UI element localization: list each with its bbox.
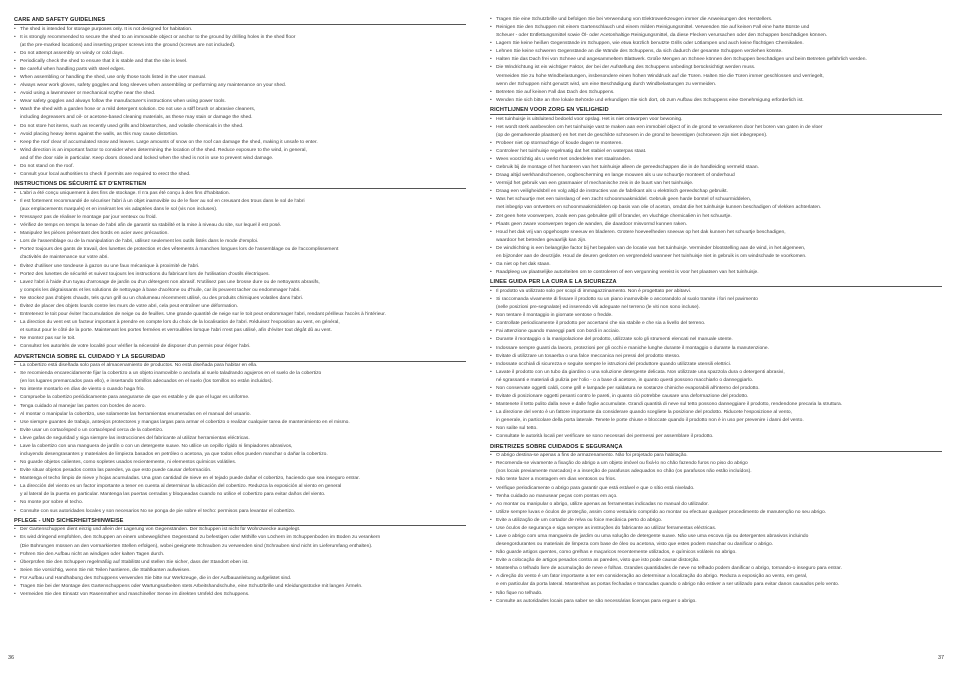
guideline-item: • Be careful when handling parts with steel edges.	[14, 66, 466, 74]
guideline-item: • Es wird dringend empfohlen, den Schuppen an einem unbeweglichen Gegenstand zu befestigen oder Mithilfe von Löchern im Schuppenboden im Boden zu verankern	[14, 534, 466, 542]
guideline-item: • Probeer niet op stormachtige of koude dagen te monteren.	[490, 140, 942, 148]
guideline-item: • Portez toujours des gants de travail, des lunettes de protection et des vêtements à manches longues lors de l'assemblage ou de l'accomplissement	[14, 246, 466, 254]
guideline-item: • Tragen Sie bei der Montage des Gartenschuppens oder Wartungsarbeiten stets Arbeitshandschuhe, eine Schutzbrille und Kleidungsstücke mit langen Ärmeln.	[14, 583, 466, 591]
guideline-item: • Ne stockez pas d'objets chauds, tels qu'un grill ou un chalumeau récemment utilisé, ou des produits chimiques volatiles dans l'abri.	[14, 295, 466, 303]
guideline-item: • Portez des lunettes de sécurité et suivez toujours les instructions du fabricant lors de l'utilisation d'outils électriques.	[14, 271, 466, 279]
guideline-item: • Het wordt sterk aanbevolen om het tuinhuisje vast te maken aan een immobiel object of in de grond te verankeren door het boren van gaten in de vloer	[490, 124, 942, 132]
guideline-item: • Recomenda-se vivamente a fixação do abrigo a um objeto imóvel ou fixá-lo no chão fazendo furos no piso do abrigo	[490, 460, 942, 468]
guideline-item: (aux emplacements marqués) et en insérant les vis adaptées dans le sol (vis non incluses).	[20, 206, 218, 212]
guideline-item: including degreasers and oil- or acetone-based cleaning materials, as these may stain or damage the shed.	[20, 115, 253, 121]
guideline-item: • When assembling or handling the shed, use only those tools listed in the user manual.	[14, 74, 466, 82]
guideline-item: desengordurantes ou materiais de limpeza com base de óleo ou acetona, visto que estes podem manchar ou danificar o abrigo.	[496, 542, 774, 548]
guideline-item: (Die Bohrungen müssen an den vormarkierten Stellen erfolgen), wobei geeignete Schrauben zu verwenden sind (Schrauben sind nicht im Lieferumfang enthalten).	[20, 543, 373, 549]
guideline-item: • Vérifiez de temps en temps la tenue de l'abri afin de garantir sa stabilité et la mise à niveau du site, sur lequel il est posé.	[14, 222, 466, 230]
guideline-item: • Não tente fazer a montagem em dias ventosos ou frios.	[490, 476, 942, 484]
guideline-item: Scheuer - oder Entfettungsmittel sowie Öl- oder Acetonhaltige Reinigungsmittel, da diese Flecken verursachen oder den Schuppen beschädigen können.	[496, 33, 828, 39]
guideline-item: • Draag altijd werkhandschoenen, oogbescherming en lange mouwen als u uw schuurtje monteert of onderhoud	[490, 172, 942, 180]
guideline-item: • N'essayez pas de réaliser le montage par jour venteux ou froid.	[14, 214, 466, 222]
guideline-item: • Évitez d'utiliser une tondeuse à gazon ou une faux mécanique à proximité de l'abri.	[14, 263, 466, 271]
guideline-item: • Wenden Sie sich bitte an Ihre lokale Behörde und erkundigen Sie sich dort, ob zum Aufbau des Schuppens eine Genehmigung erforderlich ist.	[490, 97, 942, 105]
right-column	[490, 16, 942, 606]
guideline-item: • Indossare sempre guanti da lavoro, protezioni per gli occhi e maniche lunghe durante il montaggio o durante la manutenzione.	[490, 345, 942, 353]
guideline-item: d'activités de maintenance sur votre abri.	[20, 255, 109, 261]
guideline-item: • Draag een veiligheidsbril en volg altijd de instructies van de fabrikant als u elektrisch gereedschap gebruikt.	[490, 188, 942, 196]
guideline-item: • Não fique no telhado.	[490, 590, 942, 598]
guideline-item: • Não guarde artigos quentes, como grelhas e maçaricos recentemente utilizados, e químicos voláteis no abrigo.	[490, 549, 942, 557]
guideline-item: • La dirección del viento es un factor importante a tener en cuenta al determinar la ubicación del cobertizo. Reduzca la exposición al viento en general	[14, 483, 466, 491]
guideline-item: • Utilize sempre luvas e óculos de proteção, assim como vestuário comprido ao montar ou efectuar qualquer procedimento de manutenção no seu abrigo.	[490, 509, 942, 517]
guideline-item: (en los lugares premarcados para ello), e insertando tornillos adecuados en el suelo (los tornillos no están incluidos).	[20, 379, 273, 385]
guideline-item: • Keep the roof clear of accumulated snow and leaves. Large amounts of snow on the roof can damage the shed, making it unsafe to enter.	[14, 139, 466, 147]
guideline-item: • Consulte as autoridades locais para saber se são necessárias licenças para erguer o abrigo.	[490, 598, 942, 606]
guideline-item: • Controllate periodicamente il prodotto per accertarvi che sia stabile e che sia a livello del terreno.	[490, 320, 942, 328]
guideline-item: • Lave o abrigo com uma mangueira de jardim ou uma solução de detergente suave. Não use uma escova rija ou detergentes abrasivos incluindo	[490, 533, 942, 541]
guideline-item: (op de gemarkeerde plaatsen) en het met de geschikte schroeven in de grond te bevestigen (schroeven zijn niet inbegrepen).	[496, 132, 768, 138]
guideline-item: • Tenha cuidado ao manusear peças com pontas em aço.	[490, 493, 942, 501]
guideline-item: • No guarde objetos calientes, como sopletes usados recientemente, ni elementos químicos volátiles.	[14, 459, 466, 467]
section-heading: LINEE GUIDA PER LA CURA E LA SICUREZZA	[490, 279, 617, 286]
guideline-item: • Houd het dak vrij van opgehoopte sneeuw en bladeren. Grotere hoeveelheden sneeuw op het dak kunnen het schuurtje beschadigen,	[490, 229, 942, 237]
guideline-item: met inbegrip van ontvetters en schoonmaakmiddelen op basis van olie of aceton, omdat die het tuinhuisje kunnen beschadigen of vlekken achterlaten.	[496, 205, 822, 211]
guideline-item: • Non tentare il montaggio in giornate ventose o fredde.	[490, 312, 942, 320]
guideline-item: • Use óculos de segurança e siga sempre as instruções do fabricante ao utilizar ferramentas eléctricas.	[490, 525, 942, 533]
guideline-item: • Non conservate oggetti caldi, come grill e lampade per saldatura ne sostanze chimiche evaporabili all'interno del prodotto.	[490, 385, 942, 393]
guideline-item: • Mantenha o telhado livre de acumulação de neve e folhas. Grandes quantidades de neve no telhado podem danificar o abrigo, tornando-o inseguro para entrar.	[490, 565, 942, 573]
guideline-item: • Lleve gafas de seguridad y siga siempre las instrucciones del fabricante al utilizar herramientas eléctricas.	[14, 435, 466, 443]
guideline-item: • Non salite sul tetto.	[490, 425, 942, 433]
guideline-item: • Evite usar un cortacésped o un cortacésped cerca de la cobertizo.	[14, 427, 466, 435]
guideline-item: • It is strongly recommended to secure the shed to an immovable object or anchor to the ground by drilling holes in the shed floor	[14, 34, 466, 42]
guideline-item: Vermeiden Sie zu hohe Windbelastungen, insbesondere einen hohen Winddruck auf die Türen. Halten Sie die Türen immer geschlossen und verriegelt,	[496, 73, 824, 79]
guideline-item: • Controleer het tuinhuisje regelmatig dat het stabiel en waterpas staat.	[490, 148, 942, 156]
guideline-item: • La direzione del vento è un fattore importante da considerare quando scegliete la posizione del prodotto. Riducete l'esposizione al vento,	[490, 409, 942, 417]
guideline-item: (nelle posizioni pre-segnalate) ed inserendo viti adeguate nel terreno (le viti non sono incluse).	[496, 305, 700, 311]
guideline-item: • Wear safety goggles and always follow the manufacturer's instructions when using power tools.	[14, 98, 466, 106]
guideline-item: • Se recomienda encarecidamente fijar la cobertizo a un objeto inamovible o anclarla al suelo taladrando agujeros en el suelo de la cobertizo	[14, 370, 466, 378]
guideline-item: • Reinigen Sie den Schuppen mit einem Gartenschlauch und einem milden Reinigungsmittel. Verwenden Sie auf keinen Fall eine harte Bürste und	[490, 24, 942, 32]
guideline-item: • Die Windrichtung ist ein wichtiger Faktor, der bei der Aufstellung des Schuppens unbedingt berücksichtigt werden muss.	[490, 64, 942, 72]
guideline-item: • Mantenete il tetto pulito dalla neve e dalle foglie accumulate. Grandi quantità di neve sul tetto possono danneggiare il prodotto, rendendone precaria la struttura.	[490, 401, 942, 409]
guideline-item: • Lave la cobertizo con una manguera de jardín o con un detergente suave. No utilice un cepillo rígido ni limpiadores abrasivos,	[14, 443, 466, 451]
guideline-section	[490, 278, 942, 441]
page-number-right: 37	[938, 655, 945, 661]
guideline-item: • O abrigo destina-se apenas a fins de armazenamento. Não foi projetado para habitação.	[490, 452, 942, 460]
guideline-item: • Mantenga el techo limpio de nieve y hojas acumuladas. Una gran cantidad de nieve en el tejado puede dañar el cobertizo, haciendo que sea inseguro entrar.	[14, 475, 466, 483]
guideline-item: et surtout pour le côté de la porte. Maintenant les portes fermées et verrouillées lorsque l'abri n'est pas utilisé, afin d'éviter tout dégât dû au vent.	[20, 328, 332, 334]
guideline-item: • Wash the shed with a garden hose or a mild detergent solution. Do not use a stiff brush or abrasive cleaners,	[14, 106, 466, 114]
guideline-item: • Use siempre guantes de trabajo, anteojos protectores y mangas largas para armar el cobertizo o realizar cualquier tarea de mantenimiento en el mismo.	[14, 419, 466, 427]
guideline-item: • Ga niet op het dak staan.	[490, 261, 942, 269]
guideline-item: • Vermeiden Sie den Einsatz von Rasenmäher und maschineller Sense im direkten Umfeld des Schuppens.	[14, 591, 466, 599]
section-heading: CARE AND SAFETY GUIDELINES	[14, 17, 106, 23]
guideline-item: y al lateral de la puerta en particular. Mantenga las puertas cerradas y bloqueadas cuando no utilice el cobertizo para evitar daños del viento.	[20, 492, 326, 498]
guideline-item: • Durante il montaggio o la manipolazione del prodotto, utilizzate solo gli strumenti elencati nel manuale utente.	[490, 336, 942, 344]
guideline-item: • Evite situar objetos pesados contra las paredes, ya que esto puede causar deformación.	[14, 467, 466, 475]
guideline-section	[490, 443, 942, 606]
guideline-section	[490, 16, 942, 105]
guideline-item: • Gebruik bij de montage of het hanteren van het tuinhuisje alleen de gereedschappen die in de handleiding vermeld staan.	[490, 164, 942, 172]
guideline-item: • Evite a colocação de artigos pesados contra as paredes, visto que isto pode causar distorção.	[490, 557, 942, 565]
guideline-item: • L'abri a été conçu uniquement à des fins de stockage. Il n'a pas été conçu à des fins d'habitation.	[14, 190, 466, 198]
guideline-item: • Consultate le autorità locali per verificare se sono necessari dei permessi per assemblare il prodotto.	[490, 433, 942, 441]
guideline-item: • Tragen Sie eine Schutzbrille und befolgen Sie bei Verwendung von Elektrowerkzeugen immer die Anweisungen des Herstellers.	[490, 16, 942, 24]
guideline-item: • Si raccomanda vivamente di fissare il prodotto su un piano inamovibile o ancorandolo al suolo tramite i fori nel pavimento	[490, 296, 942, 304]
guideline-item: • Überprüfen Sie den Schuppen regelmäßig auf Stabilität und stellen Sie sicher, dass der Standort eben ist.	[14, 559, 466, 567]
guideline-item: • Evitate di posizionare oggetti pesanti contro le pareti, in quanto ciò potrebbe causare una deformazione del prodotto.	[490, 393, 942, 401]
guideline-section	[14, 180, 466, 351]
guideline-item: • Consult your local authorities to check if permits are required to erect the shed.	[14, 171, 466, 179]
guideline-item: and of the door side in particular. Keep doors closed and locked when the shed is not in use to prevent wind damage.	[20, 155, 274, 161]
guideline-item: • Was het schuurtje met een tuinslang of een zacht schoonmaakmiddel. Gebruik geen harde borstel of schuurmiddelen,	[490, 196, 942, 204]
guideline-item: • La cobertizo está diseñada solo para el almacenamiento de productos. No está diseñada para habitar en ella.	[14, 362, 466, 370]
section-heading: RICHTLIJNEN VOOR ZORG EN VEILIGHEID	[490, 107, 609, 114]
guideline-item: • Compruebe la cobertizo periódicamente para asegurarse de que es estable y de que el lugar es uniforme.	[14, 394, 466, 402]
guideline-item: e em particular da porta lateral. Mantenhas as portas fechadas e trancadas quando o abrigo não estiver a ser utilizado para evitar danos causados pelo vento.	[496, 582, 840, 588]
guideline-item: • Manipulez les pièces présentant des bords en acier avec précaution.	[14, 230, 466, 238]
guideline-item: • Lavez l'abri à l'aide d'un tuyau d'arrosage de jardin ou d'un détergent non abrasif. N'utilisez pas une brosse dure ou de nettoyants abrasifs,	[14, 279, 466, 287]
guideline-item: • Für Aufbau und Handhabung des Schuppens verwenden Sie bitte nur Werkzeuge, die in der Aufbauanleitung aufgelistet sind.	[14, 575, 466, 583]
guideline-item: • Het tuinhuisje is uitsluitend bedoeld voor opslag. Het is niet ontworpen voor bewoning.	[490, 116, 942, 124]
guideline-section	[14, 517, 466, 599]
guideline-item: (nos locais previamente marcados) e a inserção de parafusos adequados no chão (os parafusos não estão incluídos).	[496, 469, 752, 475]
guideline-item: • Plaats geen zware voorwerpen tegen de wanden, die daardoor misvormd kunnen raken.	[490, 221, 942, 229]
guideline-section	[14, 16, 466, 179]
guideline-item: • Lehnen Sie keine schweren Gegenstände an die Wände des Schuppens, da sich dadurch der gesamte Schuppen verziehen könnte.	[490, 48, 942, 56]
guideline-item: waardoor het betreden gevaarlijk kan zijn.	[496, 237, 587, 243]
guideline-section	[490, 106, 942, 277]
guideline-section	[14, 353, 466, 516]
guideline-item: • Entretenez le toit pour éviter l'accumulation de neige ou de feuilles. Une grande quantité de neige sur le toit peut endommager l'abri, rendant périlleux l'accès à l'intérieur.	[14, 311, 466, 319]
guideline-item: • Tenga cuidado al manejar las partes con bordes de acero.	[14, 403, 466, 411]
guideline-item: • Lavate il prodotto con un tubo da giardino o una soluzione detergente delicata. Non utilizzate una spazzola dura o detergenti abrasivi,	[490, 369, 942, 377]
guideline-item: • Consulte con sus autoridades locales y son necesarios No se ponga de pie sobre el techo: permisos para levantar el cobertizo.	[14, 508, 466, 516]
guideline-item: • Evite a utilização de um cortador de relva ou foice mecânica perto do abrigo.	[490, 517, 942, 525]
guideline-item: • Vermijd het gebruik van een grasmaaier of mechanische zeis in de buurt van het tuinhuisje.	[490, 180, 942, 188]
guideline-item: • La direction du vent est un facteur important à prendre en compte lors du choix de la localisation de l'abri. Réduisez l'exposition au vent, en général,	[14, 319, 466, 327]
guideline-item: incluyendo desengrasantes y materiales de limpieza basados en petróleo o acetona, ya que todos ellos pueden manchar o dañar la cobertizo.	[20, 452, 328, 458]
guideline-item: • Führen Sie den Aufbau nicht an windigen oder kalten Tagen durch.	[14, 551, 466, 559]
section-heading: ADVERTENCIA SOBRE EL CUIDADO Y LA SEGURIDAD	[14, 353, 166, 360]
guideline-item: • A direção do vento é um fator importante a ter em consideração ao determinar a localização do abrigo. Reduza a exposição ao vento, em geral,	[490, 573, 942, 581]
guideline-item: • Periodically check the shed to ensure that it is stable and that the site is level.	[14, 58, 466, 66]
guideline-item: • Verifique periodicamente o abrigo para garantir que está estável e que o sítio está nivelado.	[490, 485, 942, 493]
guideline-item: • Do not attempt assembly on windy or cold days.	[14, 50, 466, 58]
guideline-item: • Always wear work gloves, safety goggles and long sleeves when assembling or performing any maintenance on your shed.	[14, 82, 466, 90]
guideline-item: wenn der Schuppen nicht genutzt wird, um eine Beschädigung durch Windbelastungen zu vermeiden.	[496, 81, 717, 87]
guideline-item: • No intente montarlo en días de viento o cuando haga frío.	[14, 386, 466, 394]
guideline-item: • Do not stand on the roof.	[14, 163, 466, 171]
guideline-item: • Évitez de placer des objets lourds contre les murs de votre abri, cela peut entraîner une déformation.	[14, 303, 466, 311]
guideline-item: y compris les dégraissants et les solutions de nettoyage à base d'acétone ou d'huile, car ils peuvent tacher ou endommager l'abri.	[20, 287, 301, 293]
page-number-left: 36	[8, 655, 15, 661]
guideline-item: • Seien Sie vorsichtig, wenn Sie mit Teilen hantieren, die Stahlkanten aufweisen.	[14, 567, 466, 575]
guideline-item: • De windrichting is een belangrijke factor bij het bepalen van de locatie van het tuinhuisje. Verminder blootstelling aan de wind, in het algemeen,	[490, 245, 942, 253]
guideline-item: • Avoid placing heavy items against the walls, as this may cause distortion.	[14, 131, 466, 139]
guideline-item: • Al montar o manipular la cobertizo, use solamente las herramientas enumeradas en el manual del usuario.	[14, 411, 466, 419]
guideline-item: • Wind direction is an important factor to consider when determining the location of the shed. Reduce exposure to the wind, in general,	[14, 147, 466, 155]
guideline-item: • Il prodotto va utilizzato solo per scopi di immagazzinamento. Non è progettato per abitarvi.	[490, 288, 942, 296]
guideline-item: • Lors de l'assemblage ou de la manipulation de l'abri, utilisez seulement les outils listés dans le mode d'emploi.	[14, 238, 466, 246]
section-heading: PFLEGE - UND SICHERHEITSHINWEISE	[14, 517, 124, 524]
guideline-item: • No monte por sobre el techo.	[14, 499, 466, 507]
guideline-item: • Indossate occhiali di sicurezza e seguite sempre le istruzioni del produttore quando utilizzate utensili elettrici.	[490, 361, 942, 369]
guideline-item: in generale, in particolare della porta laterale. Tenete le porte chiuse e bloccate quando il prodotto non è in uso per prevenire i danni del vento.	[496, 418, 804, 424]
guideline-item: • Wees voorzichtig als u werkt met onderdelen met staalranden.	[490, 156, 942, 164]
guideline-item: • Betreten Sie auf keinen Fall das Dach des Schuppens.	[490, 89, 942, 97]
guideline-item: • Consultez les autorités de votre localité pour vérifier la nécessité de disposer d'un permis pour ériger l'abri.	[14, 343, 466, 351]
guideline-item: • Fai attenzione quando maneggi parti con bordi in acciaio.	[490, 328, 942, 336]
guideline-item: • The shed is intended for storage purposes only. It is not designed for habitation.	[14, 26, 466, 34]
guideline-item: • Ne montez pas sur le toit.	[14, 335, 466, 343]
guideline-item: • Der Gartenschuppen dient einzig und allein der Lagerung von Gegenständen. Der Schuppen ist nicht für Wohnzwecke ausgelegt.	[14, 526, 466, 534]
guideline-item: • Ao montar ou manipular o abrigo, utilize apenas as ferramentas indicadas no manual do utilizador.	[490, 501, 942, 509]
guideline-item: • Halten Sie das Dach frei von Schnee und angesammeltem Blattwerk. Große Mengen an Schnee können den Schuppen beschädigen und beim Betreten gefährlich werden.	[490, 56, 942, 64]
left-column	[14, 16, 466, 599]
guideline-item: • Zet geen hete voorwerpen, zoals een pas gebruikte grill of brander, en vluchtige chemicaliën in het schuurtje.	[490, 213, 942, 221]
section-heading: INSTRUCTIONS DE SÉCURITÉ ET D'ENTRETIEN	[14, 181, 147, 188]
guideline-item: • Avoid using a lawnmower or mechanical scythe near the shed.	[14, 90, 466, 98]
guideline-item: né sgrassanti e materiali di pulizia per l'olio - o a base di acetone, in quanto questi possono macchiarlo o danneggiarlo.	[496, 377, 754, 383]
guideline-item: • Il est fortement recommandé de sécuriser l'abri à un objet inamovible ou de le fixer au sol en creusant des trous dans le sol de l'abri	[14, 198, 466, 206]
guideline-item: (at the pre-marked locations) and inserting proper screws into the ground (screws are not included).	[20, 42, 236, 48]
guideline-item: • Lagern Sie keine heißen Gegenstände im Schuppen, wie etwa kürzlich benutzte Grills oder Lötlampen und auch keine flüchtigen Chemikalien.	[490, 40, 942, 48]
guideline-item: • Evitate di utilizzare un tosaerba o una falce meccanica nei pressi del prodotto stesso.	[490, 353, 942, 361]
guideline-item: • Do not store hot items, such as recently used grills and blowtorches, and volatile chemicals in the shed.	[14, 123, 466, 131]
guideline-item: • Raadpleeg uw plaatselijke autoriteiten om te controleren of een vergunning vereist is voor het plaatsen van het tuinhuisje.	[490, 269, 942, 277]
guideline-item: en bijzonder aan de deurzijde. Houd de deuren gesloten en vergrendeld wanneer het tuinhuisje niet in gebruik is om windschade te voorkomen.	[496, 253, 807, 259]
section-heading: DIRETRIZES SOBRE CUIDADOS E SEGURANÇA	[490, 443, 623, 450]
